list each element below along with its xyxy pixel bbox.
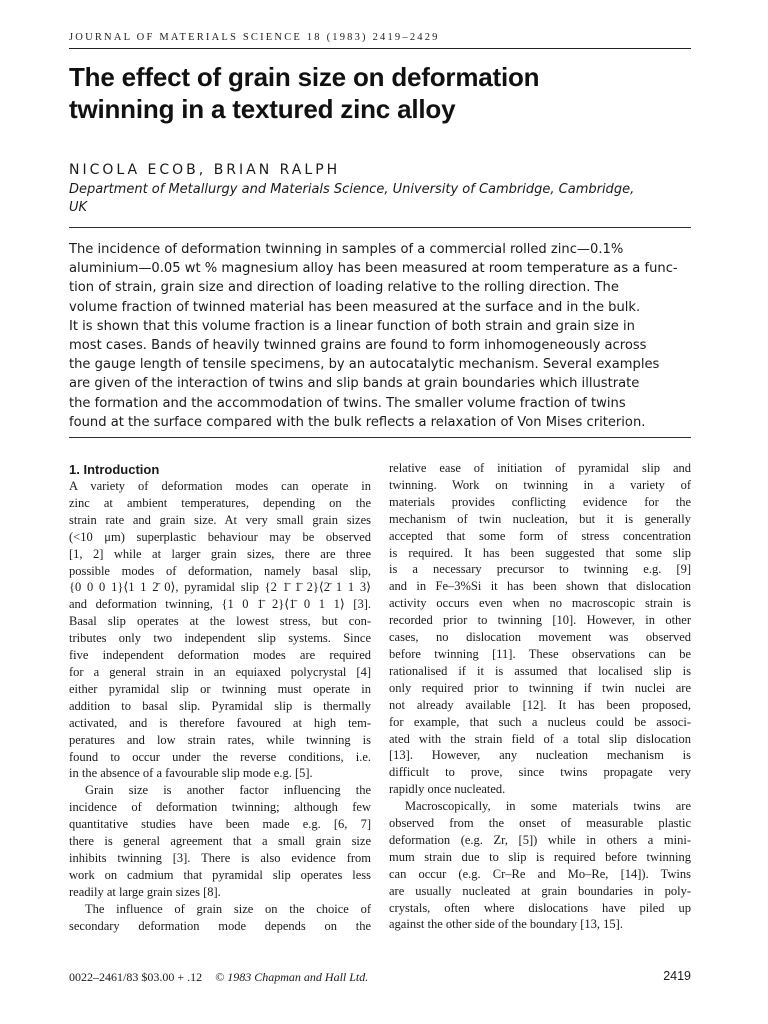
issn-code: 0022–2461/83 $03.00 + .12: [69, 970, 203, 984]
body-line: only required prior to twinning if twin nuclei are: [389, 680, 691, 695]
abstract-line: volume fraction of twinned material has been measured at the surface and in the bulk.: [69, 299, 641, 315]
body-line: can occur (e.g. Cr–Re and Mo–Re, [14]). Twins: [389, 866, 691, 881]
body-line: recorded prior to twinning [10]. However, in other: [389, 613, 691, 628]
abstract-line: are given of the interaction of twins and slip bands at grain boundaries which illustrate: [69, 376, 640, 392]
body-line: zinc at ambient temperatures, depending on the: [69, 495, 371, 510]
body-line: The influence of grain size on the choice of: [85, 901, 371, 916]
body-line: cases, no dislocation movement was observed: [389, 630, 691, 645]
header-rule: [69, 48, 691, 49]
abstract-line: the formation and the accommodation of twins. The smaller volume fraction of twins: [69, 395, 626, 411]
footer-left: [69, 970, 368, 985]
body-line: and deformation twinning, {1 0 1̄ 2}⟨1̄ 0 1 1⟩ [3].: [69, 597, 371, 612]
body-line: strain rate and grain size. At very small grain sizes: [69, 512, 371, 527]
title-line: The effect of grain size on deformation: [69, 62, 540, 92]
body-line: A variety of deformation modes can operate in: [69, 479, 371, 493]
left-column: [69, 460, 371, 934]
abstract-line: It is shown that this volume fraction is a linear function of both strain and grain size in: [69, 318, 635, 334]
body-line: and in Fe–3%Si it has been shown that dislocation: [389, 579, 691, 594]
body-line: are usually nucleated at grain boundaries in poly-: [389, 883, 691, 898]
body-line: five independent deformation modes are required: [69, 648, 371, 663]
copyright: © 1983 Chapman and Hall Ltd.: [215, 970, 369, 984]
body-line: crystals, often where dislocations have piled up: [389, 900, 691, 915]
affiliation-line: Department of Metallurgy and Materials Science, University of Cambridge, Cambridge,: [69, 182, 635, 197]
affiliation-line: UK: [69, 200, 88, 215]
body-line: quantitative studies have been made e.g. [6, 7]: [69, 817, 371, 832]
abstract-line: aluminium—0.05 wt % magnesium alloy has been measured at room temperature as a func-: [69, 261, 678, 277]
body-line: for a general strain in an equiaxed polycrystal [4]: [69, 664, 371, 679]
body-line: Grain size is another factor influencing the: [85, 783, 371, 798]
body-line: is a necessary precursor to twinning e.g. [9]: [389, 562, 691, 577]
body-line: not already available [12]. It has been proposed,: [389, 697, 691, 712]
body-line: twinning. Work on twinning in a variety of: [389, 477, 691, 492]
body-line: ated with the strain field of a total slip dislocation: [389, 731, 691, 746]
body-line: [13]. However, any nucleation mechanism is: [389, 748, 691, 763]
affiliation: [69, 181, 691, 217]
abstract-line: found at the surface compared with the bulk reflects a relaxation of Von Mises criterion.: [69, 414, 646, 430]
body-line: deformation (e.g. Zr, [5]) while in others a mini-: [389, 832, 691, 847]
body-line: readily at large grain sizes [8].: [69, 884, 221, 899]
body-line: against the other side of the boundary [13, 15].: [389, 917, 623, 932]
body-line: either pyramidal slip or twinning must operate in: [69, 681, 371, 696]
running-head: JOURNAL OF MATERIALS SCIENCE 18 (1983) 2419–2429: [69, 32, 440, 43]
body-line: accepted that some form of stress concentration: [389, 528, 691, 543]
body-line: mechanism of twin nucleation, but it is generally: [389, 511, 691, 526]
body-line: found to occur under the reverse conditions, i.e.: [69, 749, 371, 764]
title-line: twinning in a textured zinc alloy: [69, 94, 456, 124]
body-line: there is general agreement that a small grain size: [69, 834, 371, 849]
body-line: work on cadmium that pyramidal slip operates less: [69, 867, 371, 882]
body-line: for example, that such a nucleus could be associ-: [389, 714, 691, 729]
abstract-bottom-rule: [69, 437, 691, 438]
body-line: tributes only two independent slip systems. Since: [69, 631, 371, 646]
abstract: [69, 240, 691, 432]
abstract-line: tion of strain, grain size and direction of loading relative to the rolling direction. The: [69, 280, 619, 296]
body-line: materials provides conflicting evidence for the: [389, 494, 691, 509]
body-line: relative ease of initiation of pyramidal slip and: [389, 461, 691, 475]
section-heading: 1. Introduction: [69, 462, 160, 477]
body-line: Basal slip operates at the lowest stress, but con-: [69, 614, 371, 629]
abstract-line: most cases. Bands of heavily twinned grains are found to form inhomogeneously across: [69, 338, 647, 354]
body-line: mum strain due to slip is required before twinning: [389, 849, 691, 864]
body-line: before twinning [11]. These observations can be: [389, 646, 691, 661]
body-line: {0 0 0 1}⟨1 1 2̄ 0⟩, pyramidal slip {2 1̄ 1̄ 2}⟨2̄ 1 1 3⟩: [69, 580, 371, 595]
body-line: possible modes of deformation, namely basal slip,: [69, 563, 371, 578]
abstract-line: the gauge length of tensile specimens, by an autocatalytic mechanism. Several examples: [69, 357, 660, 373]
body-line: is required. It has been suggested that some slip: [389, 545, 691, 560]
article-title: [69, 61, 691, 125]
body-line: peratures and low strain rates, while twinning is: [69, 732, 371, 747]
body-line: inhibits twinning [3]. There is also evidence from: [69, 850, 371, 865]
body-line: rapidly once nucleated.: [389, 782, 506, 797]
abstract-line: The incidence of deformation twinning in samples of a commercial rolled zinc—0.1%: [69, 242, 624, 257]
body-line: incidence of deformation twinning; although few: [69, 800, 371, 815]
body-line: (<10 μm) superplastic behaviour may be observed: [69, 529, 371, 544]
page-number: 2419: [663, 969, 691, 983]
body-line: addition to basal slip. Pyramidal slip is thermally: [69, 698, 371, 713]
body-line: difficult to prove, since twins propagate very: [389, 765, 691, 780]
body-line: Macroscopically, in some materials twins are: [405, 799, 691, 814]
body-line: secondary deformation mode depends on the: [69, 918, 371, 933]
body-line: rationalised if it is assumed that localised slip is: [389, 663, 691, 678]
right-column: [389, 460, 691, 933]
body-line: in the absence of a favourable slip mode e.g. [5].: [69, 766, 313, 781]
abstract-top-rule: [69, 227, 691, 228]
body-line: [1, 2] while at larger grain sizes, there are three: [69, 546, 371, 561]
body-line: activity occurs even when no macroscopic strain is: [389, 596, 691, 611]
body-line: observed from the onset of measurable plastic: [389, 816, 691, 831]
body-line: activated, and is therefore favoured at high tem-: [69, 715, 371, 730]
authors: NICOLA ECOB, BRIAN RALPH: [69, 162, 341, 178]
